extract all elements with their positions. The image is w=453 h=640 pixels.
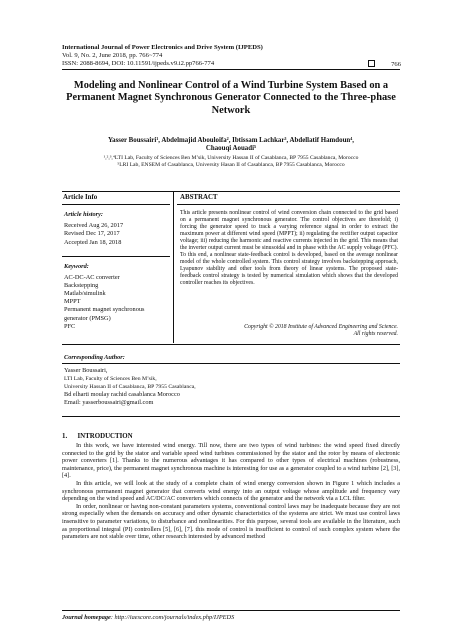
keyword-item: Matlab/simulink xyxy=(64,290,106,298)
keyword-item: MPPT xyxy=(64,298,81,306)
footer xyxy=(62,614,234,621)
footer-rule xyxy=(62,610,400,611)
journal-issn: ISSN: 2088-8694, DOI: 10.11591/ijpeds.v9.i2.pp766-774 xyxy=(62,60,215,67)
footer-label: Journal homepage xyxy=(62,614,111,621)
abstract-heading: ABSTRACT xyxy=(180,194,218,201)
received-date: Received Aug 26, 2017 xyxy=(64,222,124,230)
corresponding-email: Email: yasserboussairi@gmail.com xyxy=(64,399,154,407)
keyword-heading: Keyword: xyxy=(64,263,89,270)
journal-header xyxy=(62,44,402,68)
authors xyxy=(62,137,400,154)
article-history xyxy=(64,211,168,247)
keyword-item: AC-DC-AC converter xyxy=(64,274,120,282)
info-sub-rule-left xyxy=(62,204,170,205)
copyright: Copyright © 2018 Institute of Advanced Engineering and Science. All rights reserved. xyxy=(244,324,398,338)
intro-paragraph-3: In order, nonlinear or having non-constant parameters systems, conventional control laws may be inadequate because they are not strong especially when the demands on accuracy and other dynamic characteristics of the systems are strict. We must use control laws insensitive to parameter variations, to disturbance and nonlinearities. For this purpose, several tools are available in the literature, such as proportional integral (PI) controllers [5], [6], [7]. this mode of control is insufficient to control of such complex system where the parameters are not stable over time, other research interested by advanced method xyxy=(62,502,400,541)
revised-date: Revised Dec 17, 2017 xyxy=(64,230,120,238)
info-sub-rule-right xyxy=(177,204,400,205)
history-heading: Article history: xyxy=(64,211,104,218)
header-rule xyxy=(62,69,400,70)
page-number: 766 xyxy=(368,60,401,68)
corresponding-lab: LTI Lab, Faculty of Sciences Ben M’sik, xyxy=(64,376,157,383)
accepted-date: Accepted Jan 18, 2018 xyxy=(64,238,122,246)
authors-line-2: Chaouqi Aouadi⁵ xyxy=(205,145,257,153)
footer-link[interactable]: : http://iaescore.com/journals/index.php/IJPEDS xyxy=(110,614,235,621)
history-rule xyxy=(62,256,170,257)
square-icon xyxy=(368,60,375,67)
journal-name: International Journal of Power Electronics and Drive System (IJPEDS) xyxy=(62,44,263,51)
corresponding-rule-top xyxy=(62,363,400,364)
article-info-heading: Article Info xyxy=(63,194,98,201)
keywords xyxy=(64,263,168,331)
intro-paragraph-1: In this work, we have interested wind energy. Till now, there are two types of wind turbines: the wind speed fixed directly connected to the grid by the stator and variable speed wind turbines commissioned by the stator and the rotor by means of electronic power converters [1]. Thanks to the numerous advantages it has compared to other types of electrical machines (robustness, maintenance, price), the permanent magnet synchronous machine is interesting for use as a generator coupled to a wind turbine [2], [3], [4]. xyxy=(62,442,400,480)
section-heading: 1. INTRODUCTION xyxy=(62,433,133,440)
info-top-rule xyxy=(62,191,400,192)
authors-line-1: Yasser Boussairi¹, Abdelmajid Abouloifa², Ibtissam Lachkar³, Abdellatif Hamdoun⁴, xyxy=(107,137,355,144)
paper-title: Modeling and Nonlinear Control of a Wind Turbine System Based on a Permanent Magnet Synchronous Generator Connected to the Three-phase Network xyxy=(66,80,396,116)
keyword-item: PFC xyxy=(64,322,76,330)
introduction-body xyxy=(62,442,400,541)
keyword-item: Backstepping xyxy=(64,282,99,290)
keyword-item: generator (PMSG) xyxy=(64,314,111,322)
journal-volume: Vol. 9, No. 2, June 2018, pp. 766~774 xyxy=(62,52,163,59)
affiliation-2: ⁵LRI Lab, ENSEM of Casablanca, University Hasan II of Casablanca, BP 7955 Casablanca, Morocco xyxy=(117,162,345,169)
corresponding-name: Yasser Boussairi, xyxy=(64,367,108,375)
column-divider xyxy=(173,191,174,343)
abstract-text: This article presents nonlinear control of wind conversion chain connected to the grid based on a permanent magnet synchronous generator. The control objectives are threefold; i) forcing the generator speed to track a varying reference signal in order to extract the maximum power at different wind speed (MPPT); ii) regulating the rectifier output capacitor voltage; iii) reducing the harmonic and reactive currents injected in the grid. This means that the inverter output current must be sinusoidal and in phase with the AC supply voltage (PFC). To this end, a nonlinear state-feedback control is developed, based on the average nonlinear model of the whole controlled system. This control strategy involves backstepping approach, Lyapunov stability and other tools from theory of linear systems. The proposed state-feedback control strategy is tested by numerical simulation which shows that the developed controller reaches its objectives. xyxy=(180,210,398,287)
intro-paragraph-2: In this article, we will look at the study of a complete chain of wind energy conversion shown in Figure 1 which includes a synchronous permanent magnet generator that converts wind energy into an output voltage whose amplitude and frequency vary depending on the wind speed and AC/DC/AC converters which connects of the generator and the network via a LCL filter. xyxy=(62,479,400,503)
corresponding-heading: Corresponding Author: xyxy=(64,354,125,361)
corresponding-univ: University Hassan II of Casablanca, BP 7955 Casablanca, xyxy=(64,384,196,391)
affiliations xyxy=(62,155,400,170)
info-bottom-rule xyxy=(62,344,400,345)
corresponding-rule-bottom xyxy=(62,416,400,417)
affiliation-1: ¹,²,³,⁴LTI Lab, Faculty of Sciences Ben M’sik, University Hassan II of Casablanca, BP 7955 Casablanca, Morocco xyxy=(103,155,359,161)
corresponding-address: Bd elharti moulay rachid casablanca Morocco xyxy=(64,391,180,399)
keyword-item: Permanent magnet synchronous xyxy=(64,306,145,314)
